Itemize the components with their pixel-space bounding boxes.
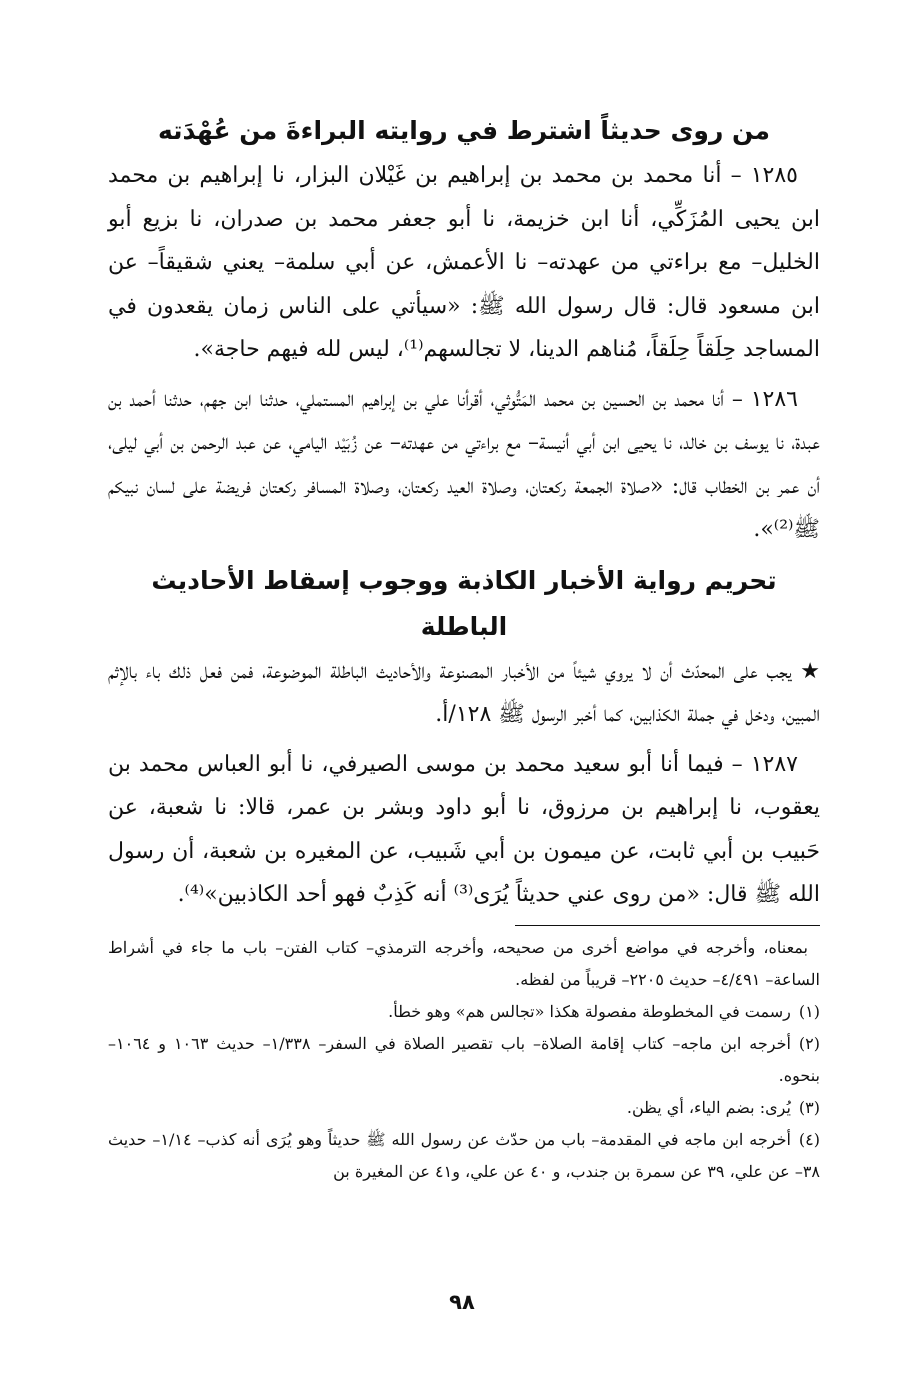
hadith-1287: ١٢٨٧ – فيما أنا أبو سعيد محمد بن موسى الصيرفي، نا أبو العباس محمد بن يعقوب، نا إبراهيم بن مرزوق، نا أبو داود وبشر بن عمر، قالا: نا شعبة، عن حَبيب بن أبي ثابت، عن ميمون بن أبي شَبيب، عن المغيره بن شعبة، أن رسول الله ﷺ قال: «من روى عني حديثاً يُرَى⁽³⁾ أنه كَذِبٌ فهو أحد الكاذبين»⁽⁴⁾. [108,751,820,907]
editor-note: ★ يجب على المحدّث أن لا يروي شيئاً من الأخبار المصنوعة والأحاديث الباطلة الموضوعة، فمن فعل ذلك باء بالإثم المبين، ودخل في جملة الكذابين، كما أخبر الرسول ﷺ ١٢٨/أ. [108,658,820,727]
footnote-text: رسمت في المخطوطة مفصولة هكذا «تجالس هم» وهو خطأ. [388,1001,791,1021]
page-body [108,108,820,1188]
footnote-text: أخرجه ابن ماجه في المقدمة– باب من حدّث عن رسول الله ﷺ حديثاً وهو يُرَى أنه كذب– ١/١٤– حديث ٣٨– عن علي، ٣٩ عن سمرة بن جندب، و ٤٠ عن علي، و٤١ عن المغيرة بن [108,1129,820,1181]
footnote-text: يُرى: بضم الياء، أي يظن. [626,1097,791,1117]
hadith-1286: ١٢٨٦ – أنا محمد بن الحسين بن محمد المَتُّوثي، أقرأنا علي بن إبراهيم المستملي، حدثنا ابن جهم، حدثنا أحمد بن عبدة، نا يوسف بن خالد، نا يحيى ابن أبي أنيسة– مع براءتي من عهدته– عن زُبَيْد اليامي، عن عبد الرحمن بن أبي ليلى، أن عمر بن الخطاب قال: «صلاة الجمعة ركعتان، وصلاة العيد ركعتان، وصلاة المسافر ركعتان فريضة على لسان نبيكم ﷺ⁽²⁾». [108,386,820,542]
page-number: ٩٨ [449,1290,475,1314]
footnote-1 [108,996,820,1028]
footnote-3 [108,1092,820,1124]
section-heading-disclaimer: من روى حديثاً اشترط في روايته البراءةَ من عُهْدَته [157,116,771,145]
footnote-continuation: بمعناه، وأخرجه في مواضع أخرى من صحيحه، وأخرجه الترمذي– كتاب الفتن– باب ما جاء في أشراط الساعة– ٤/٤٩١– حديث ٢٢٠٥– قريباً من لفظه. [108,937,820,989]
footnote-number: (١) [798,1001,820,1021]
footnote-divider [515,925,820,926]
footnote-text: أخرجه ابن ماجه– كتاب إقامة الصلاة– باب تقصير الصلاة في السفر– ١/٣٣٨– حديث ١٠٦٣ و ١٠٦٤– بنحوه. [108,1033,820,1085]
section-heading-false-reports: تحريم رواية الأخبار الكاذبة ووجوب إسقاط الأحاديث الباطلة [151,565,777,641]
footnote-2 [108,1028,820,1092]
footnote-4 [108,1124,820,1188]
footnote-number: (٣) [798,1097,820,1117]
footnote-number: (٢) [798,1033,821,1053]
footnote-number: (٤) [798,1129,820,1149]
hadith-1285: ١٢٨٥ – أنا محمد بن محمد بن إبراهيم بن غَيْلان البزار، نا إبراهيم بن محمد ابن يحيى المُزَكِّي، أنا ابن خزيمة، نا أبو جعفر محمد بن صدران، نا بزيع أبو الخليل– مع براءتي من عهدته– نا الأعمش، عن أبي سلمة– يعني شقيقاً– عن ابن مسعود قال: قال رسول الله ﷺ: «سيأتي على الناس زمان يقعدون في المساجد حِلَقاً حِلَقاً، مُناهم الدينا، لا تجالسهم⁽¹⁾، ليس لله فيهم حاجة». [108,163,820,362]
footnotes [108,932,820,1188]
